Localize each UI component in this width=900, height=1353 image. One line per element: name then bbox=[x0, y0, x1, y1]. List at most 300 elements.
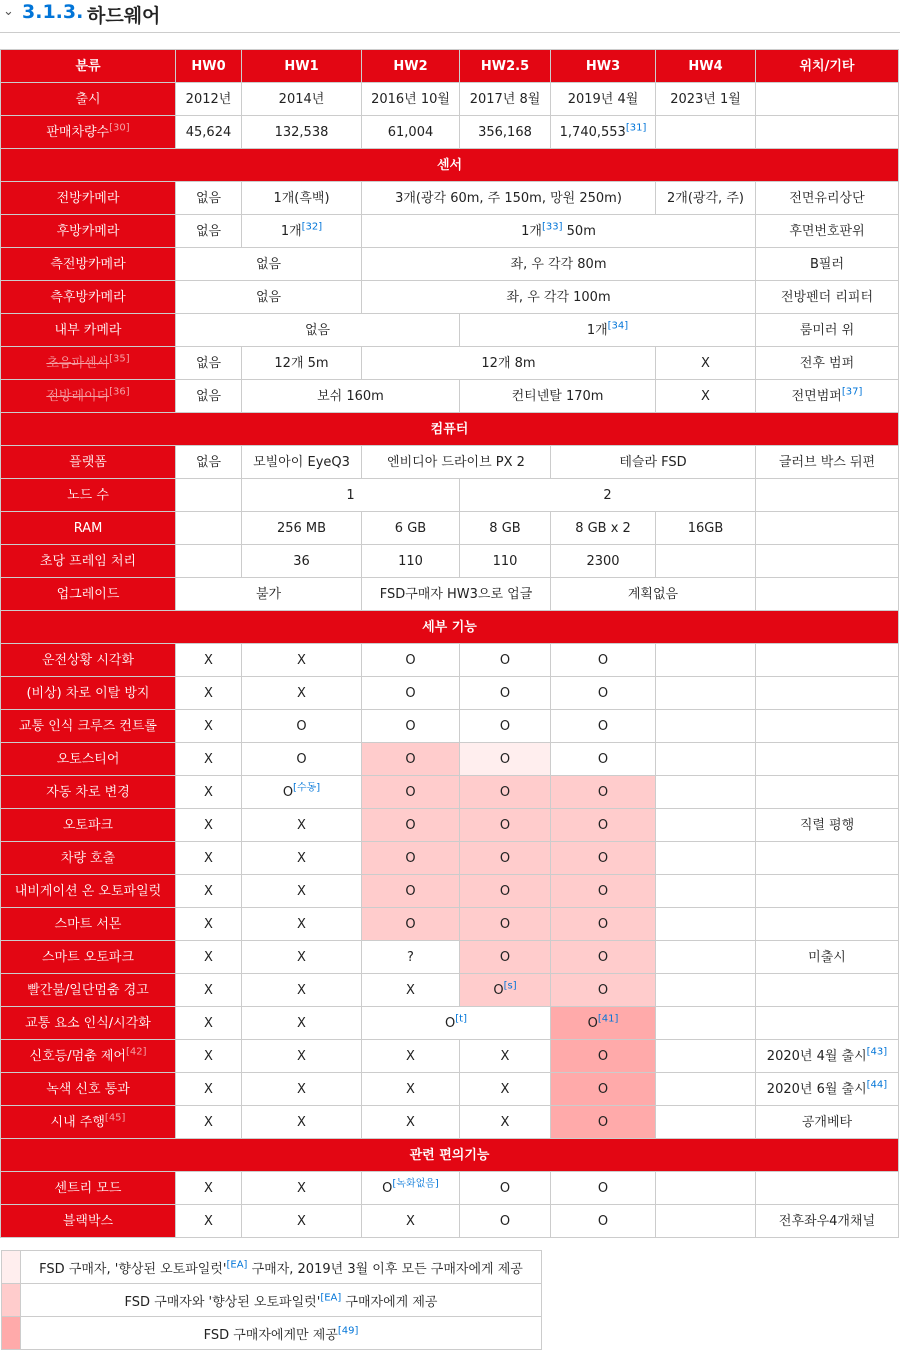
footnote-link[interactable]: [33] bbox=[541, 221, 563, 233]
table-cell: 없음 bbox=[176, 446, 242, 479]
table-cell: X bbox=[176, 1205, 242, 1238]
row-label: 스마트 서몬 bbox=[1, 908, 176, 941]
table-cell: O bbox=[551, 710, 656, 743]
table-cell bbox=[656, 776, 756, 809]
table-cell: X bbox=[242, 644, 362, 677]
footnote-link[interactable]: [32] bbox=[301, 221, 323, 233]
table-cell: X bbox=[176, 974, 242, 1007]
table-cell: 61,004 bbox=[362, 116, 460, 149]
table-cell bbox=[656, 908, 756, 941]
table-cell: X bbox=[176, 908, 242, 941]
column-header: HW3 bbox=[551, 50, 656, 83]
footnote-link[interactable]: [s] bbox=[503, 980, 517, 992]
table-cell: X bbox=[362, 1106, 460, 1139]
table-cell bbox=[756, 545, 899, 578]
table-cell bbox=[756, 83, 899, 116]
table-cell bbox=[756, 743, 899, 776]
row-label: 측전방카메라 bbox=[1, 248, 176, 281]
row-label: 블랙박스 bbox=[1, 1205, 176, 1238]
table-row bbox=[1, 875, 899, 908]
row-label: 내비게이션 온 오토파일럿 bbox=[1, 875, 176, 908]
row-label: 노드 수 bbox=[1, 479, 176, 512]
table-cell: X bbox=[242, 941, 362, 974]
table-row bbox=[1, 281, 899, 314]
table-cell: X bbox=[242, 875, 362, 908]
table-cell bbox=[756, 1172, 899, 1205]
table-cell: B필러 bbox=[756, 248, 899, 281]
table-cell: X bbox=[176, 644, 242, 677]
table-cell: 12개 5m bbox=[242, 347, 362, 380]
table-cell bbox=[756, 677, 899, 710]
row-label: 플랫폼 bbox=[1, 446, 176, 479]
row-label: 교통 요소 인식/시각화 bbox=[1, 1007, 176, 1040]
table-cell: X bbox=[656, 347, 756, 380]
table-cell: X bbox=[362, 1205, 460, 1238]
section-row bbox=[1, 1139, 899, 1172]
row-label: 판매차량수[30] bbox=[1, 116, 176, 149]
table-header-row bbox=[1, 50, 899, 83]
table-cell: X bbox=[460, 1040, 551, 1073]
table-cell: X bbox=[176, 1073, 242, 1106]
table-cell: O bbox=[242, 743, 362, 776]
legend-row bbox=[2, 1317, 542, 1350]
table-cell: X bbox=[242, 908, 362, 941]
row-label: 차량 호출 bbox=[1, 842, 176, 875]
table-row bbox=[1, 182, 899, 215]
table-cell: X bbox=[242, 1007, 362, 1040]
footnote-link[interactable]: [36] bbox=[109, 386, 130, 398]
footnote-link[interactable]: [43] bbox=[866, 1046, 888, 1058]
row-label: 내부 카메라 bbox=[1, 314, 176, 347]
table-row bbox=[1, 380, 899, 413]
section-heading: 센서 bbox=[1, 149, 899, 182]
table-row bbox=[1, 215, 899, 248]
table-cell: ? bbox=[362, 941, 460, 974]
table-cell: X bbox=[656, 380, 756, 413]
footnote-link[interactable]: [41] bbox=[597, 1013, 619, 1025]
table-cell: X bbox=[176, 1172, 242, 1205]
footnote-link[interactable]: [45] bbox=[104, 1112, 126, 1124]
section-heading: 컴퓨터 bbox=[1, 413, 899, 446]
table-cell: 2300 bbox=[551, 545, 656, 578]
table-cell: 36 bbox=[242, 545, 362, 578]
table-row bbox=[1, 677, 899, 710]
table-cell: X bbox=[242, 1205, 362, 1238]
table-cell: 256 MB bbox=[242, 512, 362, 545]
footnote-link[interactable]: [37] bbox=[841, 386, 863, 398]
table-cell: O bbox=[460, 1205, 551, 1238]
table-cell: X bbox=[242, 1073, 362, 1106]
table-cell bbox=[756, 578, 899, 611]
table-row bbox=[1, 776, 899, 809]
table-cell: 1,740,553[31] bbox=[551, 116, 656, 149]
table-cell bbox=[656, 545, 756, 578]
table-cell: 2 bbox=[460, 479, 756, 512]
row-label: 신호등/멈춤 제어[42] bbox=[1, 1040, 176, 1073]
section-row bbox=[1, 413, 899, 446]
table-cell: X bbox=[176, 941, 242, 974]
table-row bbox=[1, 512, 899, 545]
table-cell: 132,538 bbox=[242, 116, 362, 149]
table-cell bbox=[176, 479, 242, 512]
row-label: 스마트 오토파크 bbox=[1, 941, 176, 974]
table-cell bbox=[656, 116, 756, 149]
table-cell: 없음 bbox=[176, 248, 362, 281]
table-cell: O[t] bbox=[362, 1007, 551, 1040]
row-label: 운전상황 시각화 bbox=[1, 644, 176, 677]
table-cell: O bbox=[460, 743, 551, 776]
section-header bbox=[0, 0, 900, 33]
table-cell: 없음 bbox=[176, 215, 242, 248]
table-row bbox=[1, 83, 899, 116]
row-label: 빨간불/일단멈춤 경고 bbox=[1, 974, 176, 1007]
table-cell: O bbox=[551, 974, 656, 1007]
section-title: 하드웨어 bbox=[87, 5, 161, 27]
table-cell: X bbox=[242, 809, 362, 842]
table-cell: 8 GB bbox=[460, 512, 551, 545]
table-row bbox=[1, 347, 899, 380]
table-row bbox=[1, 1073, 899, 1106]
table-cell: 글러브 박스 뒤편 bbox=[756, 446, 899, 479]
row-label: 오토파크 bbox=[1, 809, 176, 842]
footnote-link[interactable]: [34] bbox=[607, 320, 629, 332]
section-heading: 세부 기능 bbox=[1, 611, 899, 644]
table-cell: O bbox=[460, 842, 551, 875]
table-row bbox=[1, 1172, 899, 1205]
table-cell bbox=[656, 974, 756, 1007]
table-cell: O[s] bbox=[460, 974, 551, 1007]
footnote-link[interactable]: [49] bbox=[337, 1325, 359, 1337]
table-cell bbox=[656, 677, 756, 710]
table-cell: O bbox=[460, 776, 551, 809]
table-cell: X bbox=[460, 1073, 551, 1106]
table-cell: 전면범퍼[37] bbox=[756, 380, 899, 413]
table-cell: 45,624 bbox=[176, 116, 242, 149]
table-cell: O bbox=[551, 644, 656, 677]
table-cell: O bbox=[551, 1106, 656, 1139]
table-cell bbox=[756, 710, 899, 743]
table-cell: X bbox=[176, 677, 242, 710]
table-cell: 1개[34] bbox=[460, 314, 756, 347]
column-header: 위치/기타 bbox=[756, 50, 899, 83]
row-label: 시내 주행[45] bbox=[1, 1106, 176, 1139]
table-cell: O[41] bbox=[551, 1007, 656, 1040]
table-cell: O bbox=[551, 677, 656, 710]
table-cell: 356,168 bbox=[460, 116, 551, 149]
table-cell: 엔비디아 드라이브 PX 2 bbox=[362, 446, 551, 479]
table-cell: 110 bbox=[362, 545, 460, 578]
table-cell: 12개 8m bbox=[362, 347, 656, 380]
legend-swatch bbox=[2, 1284, 21, 1317]
table-cell: X bbox=[242, 1040, 362, 1073]
table-cell bbox=[756, 116, 899, 149]
row-label: RAM bbox=[1, 512, 176, 545]
footnote-link[interactable]: [30] bbox=[109, 122, 130, 134]
table-cell: 1 bbox=[242, 479, 460, 512]
table-cell: O bbox=[551, 1172, 656, 1205]
table-cell: FSD구매자 HW3으로 업글 bbox=[362, 578, 551, 611]
table-cell bbox=[756, 1007, 899, 1040]
table-cell: 좌, 우 각각 100m bbox=[362, 281, 756, 314]
table-cell: 2019년 4월 bbox=[551, 83, 656, 116]
table-cell: O bbox=[551, 1205, 656, 1238]
table-cell: O bbox=[362, 908, 460, 941]
table-cell: 없음 bbox=[176, 347, 242, 380]
footnote-link[interactable]: [EA] bbox=[226, 1259, 248, 1271]
table-cell: 없음 bbox=[176, 314, 460, 347]
table-cell: X bbox=[362, 1040, 460, 1073]
section-heading: 관련 편의기능 bbox=[1, 1139, 899, 1172]
section-number[interactable]: 3.1.3. bbox=[22, 1, 84, 23]
footnote-link[interactable]: [44] bbox=[866, 1079, 888, 1091]
table-cell: 보쉬 160m bbox=[242, 380, 460, 413]
table-cell: 모빌아이 EyeQ3 bbox=[242, 446, 362, 479]
table-cell: X bbox=[242, 842, 362, 875]
table-cell: O bbox=[362, 743, 460, 776]
table-cell: O bbox=[242, 710, 362, 743]
table-cell bbox=[656, 842, 756, 875]
row-label: 출시 bbox=[1, 83, 176, 116]
table-cell: 3개(광각 60m, 주 150m, 망원 250m) bbox=[362, 182, 656, 215]
table-row bbox=[1, 842, 899, 875]
table-cell: 2016년 10월 bbox=[362, 83, 460, 116]
table-cell: 16GB bbox=[656, 512, 756, 545]
table-cell bbox=[656, 1007, 756, 1040]
table-cell: 후면번호판위 bbox=[756, 215, 899, 248]
table-cell bbox=[756, 776, 899, 809]
table-cell: X bbox=[242, 1172, 362, 1205]
table-row bbox=[1, 908, 899, 941]
table-cell: 테슬라 FSD bbox=[551, 446, 756, 479]
legend-text: FSD 구매자, '향상된 오토파일럿'[EA] 구매자, 2019년 3월 이후 모든 구매자에게 제공 bbox=[21, 1251, 542, 1284]
table-cell: X bbox=[176, 809, 242, 842]
table-cell bbox=[176, 545, 242, 578]
table-cell bbox=[656, 1205, 756, 1238]
table-cell bbox=[756, 512, 899, 545]
table-cell: 2017년 8월 bbox=[460, 83, 551, 116]
table-cell: X bbox=[242, 974, 362, 1007]
row-label: 녹색 신호 통과 bbox=[1, 1073, 176, 1106]
chevron-down-icon[interactable]: ⌄ bbox=[3, 4, 14, 19]
column-header: 분류 bbox=[1, 50, 176, 83]
table-cell: 2020년 6월 출시[44] bbox=[756, 1073, 899, 1106]
table-cell: X bbox=[362, 974, 460, 1007]
column-header: HW2 bbox=[362, 50, 460, 83]
table-cell: X bbox=[176, 842, 242, 875]
table-cell: O bbox=[460, 1172, 551, 1205]
table-row bbox=[1, 1106, 899, 1139]
table-row bbox=[1, 974, 899, 1007]
table-row bbox=[1, 1205, 899, 1238]
table-row bbox=[1, 1040, 899, 1073]
table-cell: 전면유리상단 bbox=[756, 182, 899, 215]
table-cell: 전후 범퍼 bbox=[756, 347, 899, 380]
row-label: 자동 차로 변경 bbox=[1, 776, 176, 809]
table-cell: O bbox=[362, 644, 460, 677]
section-row bbox=[1, 149, 899, 182]
section-row bbox=[1, 611, 899, 644]
table-row bbox=[1, 941, 899, 974]
table-row bbox=[1, 545, 899, 578]
table-cell: O bbox=[460, 710, 551, 743]
table-cell bbox=[756, 908, 899, 941]
table-cell bbox=[656, 743, 756, 776]
table-cell: X bbox=[176, 1106, 242, 1139]
legend-text: FSD 구매자에게만 제공[49] bbox=[21, 1317, 542, 1350]
table-cell: 2개(광각, 주) bbox=[656, 182, 756, 215]
footnote-link[interactable]: [EA] bbox=[320, 1292, 342, 1304]
table-row bbox=[1, 248, 899, 281]
table-cell: O bbox=[460, 809, 551, 842]
row-label: 후방카메라 bbox=[1, 215, 176, 248]
table-cell: O bbox=[362, 776, 460, 809]
color-legend bbox=[1, 1250, 542, 1350]
row-label: 측후방카메라 bbox=[1, 281, 176, 314]
table-row bbox=[1, 644, 899, 677]
table-cell bbox=[656, 875, 756, 908]
table-cell: X bbox=[176, 1040, 242, 1073]
footnote-link[interactable]: [31] bbox=[625, 122, 647, 134]
table-cell: X bbox=[362, 1073, 460, 1106]
table-row bbox=[1, 314, 899, 347]
footnote-link[interactable]: [t] bbox=[455, 1013, 467, 1025]
table-cell: 2023년 1월 bbox=[656, 83, 756, 116]
column-header: HW1 bbox=[242, 50, 362, 83]
table-cell: O bbox=[460, 875, 551, 908]
table-cell: X bbox=[176, 743, 242, 776]
table-cell: 110 bbox=[460, 545, 551, 578]
table-cell: O bbox=[362, 710, 460, 743]
table-cell: 직렬 평행 bbox=[756, 809, 899, 842]
table-cell bbox=[656, 1073, 756, 1106]
table-cell: 전후좌우4개채널 bbox=[756, 1205, 899, 1238]
table-cell: 불가 bbox=[176, 578, 362, 611]
table-cell: O bbox=[551, 842, 656, 875]
table-cell bbox=[656, 1106, 756, 1139]
table-cell: 좌, 우 각각 80m bbox=[362, 248, 756, 281]
table-cell: O bbox=[460, 941, 551, 974]
table-cell: 2012년 bbox=[176, 83, 242, 116]
column-header: HW0 bbox=[176, 50, 242, 83]
table-cell: X bbox=[176, 710, 242, 743]
table-cell bbox=[756, 974, 899, 1007]
table-cell: O bbox=[551, 809, 656, 842]
table-cell: 1개[33] 50m bbox=[362, 215, 756, 248]
column-header: HW4 bbox=[656, 50, 756, 83]
table-cell: X bbox=[176, 1007, 242, 1040]
table-cell: O[녹화없음] bbox=[362, 1172, 460, 1205]
table-cell: X bbox=[176, 776, 242, 809]
table-cell: O[수동] bbox=[242, 776, 362, 809]
table-cell: 없음 bbox=[176, 281, 362, 314]
table-cell: O bbox=[460, 908, 551, 941]
table-cell: 6 GB bbox=[362, 512, 460, 545]
row-label: 전방레이더[36] bbox=[1, 380, 176, 413]
table-cell: 8 GB x 2 bbox=[551, 512, 656, 545]
legend-row bbox=[2, 1284, 542, 1317]
table-cell: O bbox=[460, 677, 551, 710]
table-cell: 1개[32] bbox=[242, 215, 362, 248]
row-label: 업그레이드 bbox=[1, 578, 176, 611]
table-cell: O bbox=[362, 875, 460, 908]
table-cell: 컨티넨탈 170m bbox=[460, 380, 656, 413]
table-cell: O bbox=[362, 842, 460, 875]
row-label: (비상) 차로 이탈 방지 bbox=[1, 677, 176, 710]
table-cell: X bbox=[242, 677, 362, 710]
table-cell: 없음 bbox=[176, 182, 242, 215]
table-cell: O bbox=[362, 809, 460, 842]
table-row bbox=[1, 710, 899, 743]
table-cell: O bbox=[551, 776, 656, 809]
legend-text: FSD 구매자와 '향상된 오토파일럿'[EA] 구매자에게 제공 bbox=[21, 1284, 542, 1317]
table-cell: O bbox=[551, 1040, 656, 1073]
table-row bbox=[1, 446, 899, 479]
table-cell: O bbox=[551, 1073, 656, 1106]
table-cell: O bbox=[362, 677, 460, 710]
table-cell: 1개(흑백) bbox=[242, 182, 362, 215]
table-row bbox=[1, 743, 899, 776]
footnote-link[interactable]: [35] bbox=[109, 353, 130, 365]
table-cell: O bbox=[551, 875, 656, 908]
table-row bbox=[1, 578, 899, 611]
table-cell bbox=[656, 710, 756, 743]
table-cell: O bbox=[551, 941, 656, 974]
table-row bbox=[1, 116, 899, 149]
table-cell: X bbox=[460, 1106, 551, 1139]
table-cell: 미출시 bbox=[756, 941, 899, 974]
table-cell bbox=[656, 1172, 756, 1205]
table-cell bbox=[656, 809, 756, 842]
table-cell: O bbox=[551, 908, 656, 941]
row-label: 센트리 모드 bbox=[1, 1172, 176, 1205]
table-cell bbox=[656, 644, 756, 677]
table-cell bbox=[756, 842, 899, 875]
table-cell: O bbox=[460, 644, 551, 677]
table-cell bbox=[756, 479, 899, 512]
footnote-link[interactable]: [녹화없음] bbox=[392, 1178, 439, 1190]
legend-swatch bbox=[2, 1251, 21, 1284]
legend-row bbox=[2, 1251, 542, 1284]
table-cell bbox=[656, 1040, 756, 1073]
table-cell: 계획없음 bbox=[551, 578, 756, 611]
row-label: 전방카메라 bbox=[1, 182, 176, 215]
table-cell: X bbox=[176, 875, 242, 908]
table-cell: 전방펜더 리피터 bbox=[756, 281, 899, 314]
hardware-table bbox=[0, 49, 899, 1238]
table-cell: 공개베타 bbox=[756, 1106, 899, 1139]
table-cell bbox=[656, 941, 756, 974]
table-cell bbox=[756, 875, 899, 908]
row-label: 초당 프레임 처리 bbox=[1, 545, 176, 578]
footnote-link[interactable]: [42] bbox=[125, 1046, 147, 1058]
row-label: 교통 인식 크루즈 컨트롤 bbox=[1, 710, 176, 743]
table-cell: O bbox=[551, 743, 656, 776]
table-cell bbox=[756, 644, 899, 677]
row-label: 오토스티어 bbox=[1, 743, 176, 776]
table-row bbox=[1, 1007, 899, 1040]
legend-swatch bbox=[2, 1317, 21, 1350]
footnote-link[interactable]: [수동] bbox=[293, 782, 321, 794]
table-cell: 룸미러 위 bbox=[756, 314, 899, 347]
table-cell: 없음 bbox=[176, 380, 242, 413]
table-cell: 2020년 4월 출시[43] bbox=[756, 1040, 899, 1073]
table-cell: X bbox=[242, 1106, 362, 1139]
table-cell: 2014년 bbox=[242, 83, 362, 116]
column-header: HW2.5 bbox=[460, 50, 551, 83]
table-cell bbox=[176, 512, 242, 545]
table-row bbox=[1, 809, 899, 842]
table-row bbox=[1, 479, 899, 512]
